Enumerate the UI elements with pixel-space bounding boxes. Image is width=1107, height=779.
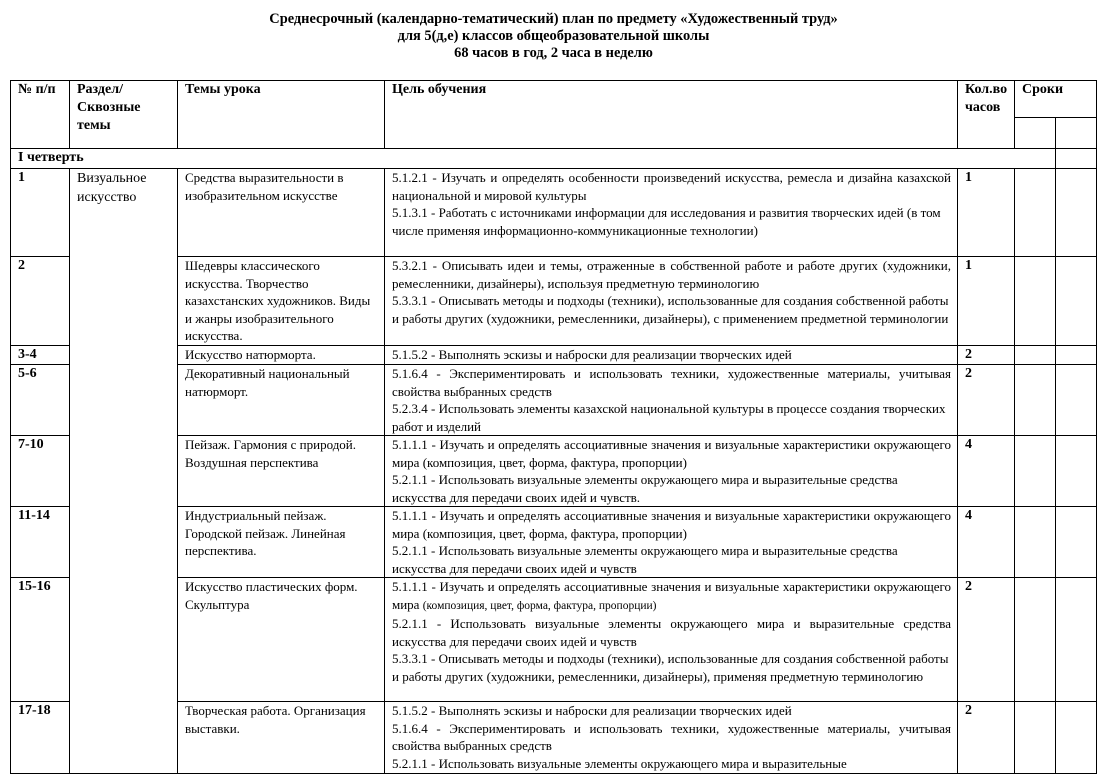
row-number: 3-4 (11, 346, 70, 365)
learning-goals (385, 365, 958, 436)
row-number: 2 (11, 257, 70, 346)
lesson-topic: Пейзаж. Гармония с природой. Воздушная перспектива (178, 436, 385, 507)
term-cell (1015, 507, 1056, 578)
lesson-topic: Искусство натюрморта. (178, 346, 385, 365)
col-num-header: № п/п (11, 81, 70, 149)
goal-text: 5.1.2.1 - Изучать и определять особенности произведений искусства, ремесла и дизайна казахской национальной и мировой культуры (392, 170, 951, 203)
term-cell (1056, 578, 1097, 702)
goal-text: 5.1.3.1 - Работать с источниками информации для исследования и развития творческих идей (в том числе применяя информационно-коммуникационные технологии) (392, 205, 941, 238)
term-cell (1015, 169, 1056, 257)
col-goals-header: Цель обучения (385, 81, 958, 149)
row-number: 11-14 (11, 507, 70, 578)
hours-count: 2 (958, 702, 1015, 774)
learning-goals (385, 169, 958, 257)
goal-text: 5.2.1.1 - Использовать визуальные элементы окружающего мира и выразительные средства искусства для передачи своих идей и чувств. (392, 472, 898, 505)
hours-count: 2 (958, 578, 1015, 702)
goal-text (392, 578, 951, 615)
lesson-topic: Искусство пластических форм. Скульптура (178, 578, 385, 702)
learning-goals (385, 346, 958, 365)
term-cell (1056, 346, 1097, 365)
goal-text: 5.2.3.4 - Использовать элементы казахской национальной культуры в процессе создания творческих работ и изделий (392, 401, 946, 434)
lesson-topic: Творческая работа. Организация выставки. (178, 702, 385, 774)
goal-text: 5.2.1.1 - Использовать визуальные элементы окружающего мира и выразительные средства искусства для передачи своих идей и чувств (392, 616, 951, 649)
goal-text: 5.2.1.1 - Использовать визуальные элементы окружающего мира и выразительные средства искусства для передачи своих идей и чувств (392, 543, 898, 576)
section-cell: Визуальное искусство (70, 169, 178, 774)
goal-text: 5.3.3.1 - Описывать методы и подходы (техники), использованные для создания собственной работы и работы других (художники, ремесленники, дизайнеры), с применением предметной терминологии (392, 293, 949, 326)
term-cell (1056, 169, 1097, 257)
goal-text-small: (композиция, цвет, форма, фактура, пропорции) (422, 599, 657, 612)
hours-count: 1 (958, 257, 1015, 346)
title-line-1: Среднесрочный (календарно-тематический) план по предмету «Художественный труд» (269, 11, 838, 27)
lesson-topic: Средства выразительности в изобразительном искусстве (178, 169, 385, 257)
learning-goals (385, 436, 958, 507)
quarter-label: I четверть (11, 149, 1056, 169)
hours-count: 4 (958, 507, 1015, 578)
document-title (0, 11, 1107, 62)
terms-subcell-1 (1015, 118, 1056, 149)
term-cell (1056, 436, 1097, 507)
hours-count: 1 (958, 169, 1015, 257)
term-cell (1056, 507, 1097, 578)
goal-text: 5.1.1.1 - Изучать и определять ассоциативные значения и визуальные характеристики окружающего мира (композиция, цвет, форма, фактура, пропорции) (392, 508, 951, 541)
goal-text: 5.1.1.1 - Изучать и определять ассоциативные значения и визуальные характеристики окружающего мира (композиция, цвет, форма, фактура, пропорции) (392, 437, 951, 470)
plan-table (10, 80, 1097, 774)
row-number: 5-6 (11, 365, 70, 436)
terms-subcell-2 (1056, 118, 1097, 149)
col-section-header: Раздел/ Сквозные темы (70, 81, 178, 149)
hours-count: 2 (958, 365, 1015, 436)
goal-text: 5.3.3.1 - Описывать методы и подходы (техники), использованные для создания собственной работы и работы других (художники, ремесленники, дизайнеры), применяя предметную терминологию (392, 651, 949, 684)
learning-goals (385, 702, 958, 774)
goal-text: 5.1.6.4 - Экспериментировать и использовать техники, художественные материалы, учитывая свойства выбранных средств (392, 366, 951, 399)
lesson-topic: Индустриальный пейзаж. Городской пейзаж. Линейная перспектива. (178, 507, 385, 578)
term-cell (1015, 346, 1056, 365)
title-line-2: для 5(д,е) классов общеобразовательной школы (397, 28, 710, 44)
learning-goals (385, 507, 958, 578)
term-cell (1015, 702, 1056, 774)
header-row (11, 81, 1097, 118)
learning-goals (385, 257, 958, 346)
term-cell (1015, 257, 1056, 346)
quarter-terms-cell (1056, 149, 1097, 169)
hours-count: 4 (958, 436, 1015, 507)
goal-text: 5.1.6.4 - Экспериментировать и использовать техники, художественные материалы, учитывая свойства выбранных средств (392, 720, 951, 753)
col-terms-header: Сроки (1015, 81, 1097, 118)
term-cell (1056, 257, 1097, 346)
term-cell (1015, 365, 1056, 436)
goal-text: 5.1.5.2 - Выполнять эскизы и наброски для реализации творческих идей (392, 703, 792, 718)
goal-text: 5.3.2.1 - Описывать идеи и темы, отраженные в собственной работе и работе других (художники, ремесленники, дизайнеры), используя предметную терминологию (392, 258, 951, 291)
col-hours-header: Кол.во часов (958, 81, 1015, 149)
term-cell (1015, 578, 1056, 702)
lesson-topic: Шедевры классического искусства. Творчество казахстанских художников. Виды и жанры изобразительного искусства. (178, 257, 385, 346)
row-number: 7-10 (11, 436, 70, 507)
table-row (11, 169, 1097, 257)
title-line-3: 68 часов в год, 2 часа в неделю (454, 45, 653, 61)
col-topics-header: Темы урока (178, 81, 385, 149)
row-number: 1 (11, 169, 70, 257)
learning-goals (385, 578, 958, 702)
term-cell (1056, 365, 1097, 436)
lesson-topic: Декоративный национальный натюрморт. (178, 365, 385, 436)
goal-text-main: 5.1.1.1 - Изучать и определять ассоциативные значения и визуальные характеристики окружающего мира (392, 579, 951, 612)
row-number: 17-18 (11, 702, 70, 774)
quarter-row (11, 149, 1097, 169)
goal-text: 5.2.1.1 - Использовать визуальные элементы окружающего мира и выразительные (392, 755, 847, 771)
goal-text: 5.1.5.2 - Выполнять эскизы и наброски для реализации творческих идей (392, 347, 792, 362)
row-number: 15-16 (11, 578, 70, 702)
term-cell (1015, 436, 1056, 507)
term-cell (1056, 702, 1097, 774)
hours-count: 2 (958, 346, 1015, 365)
